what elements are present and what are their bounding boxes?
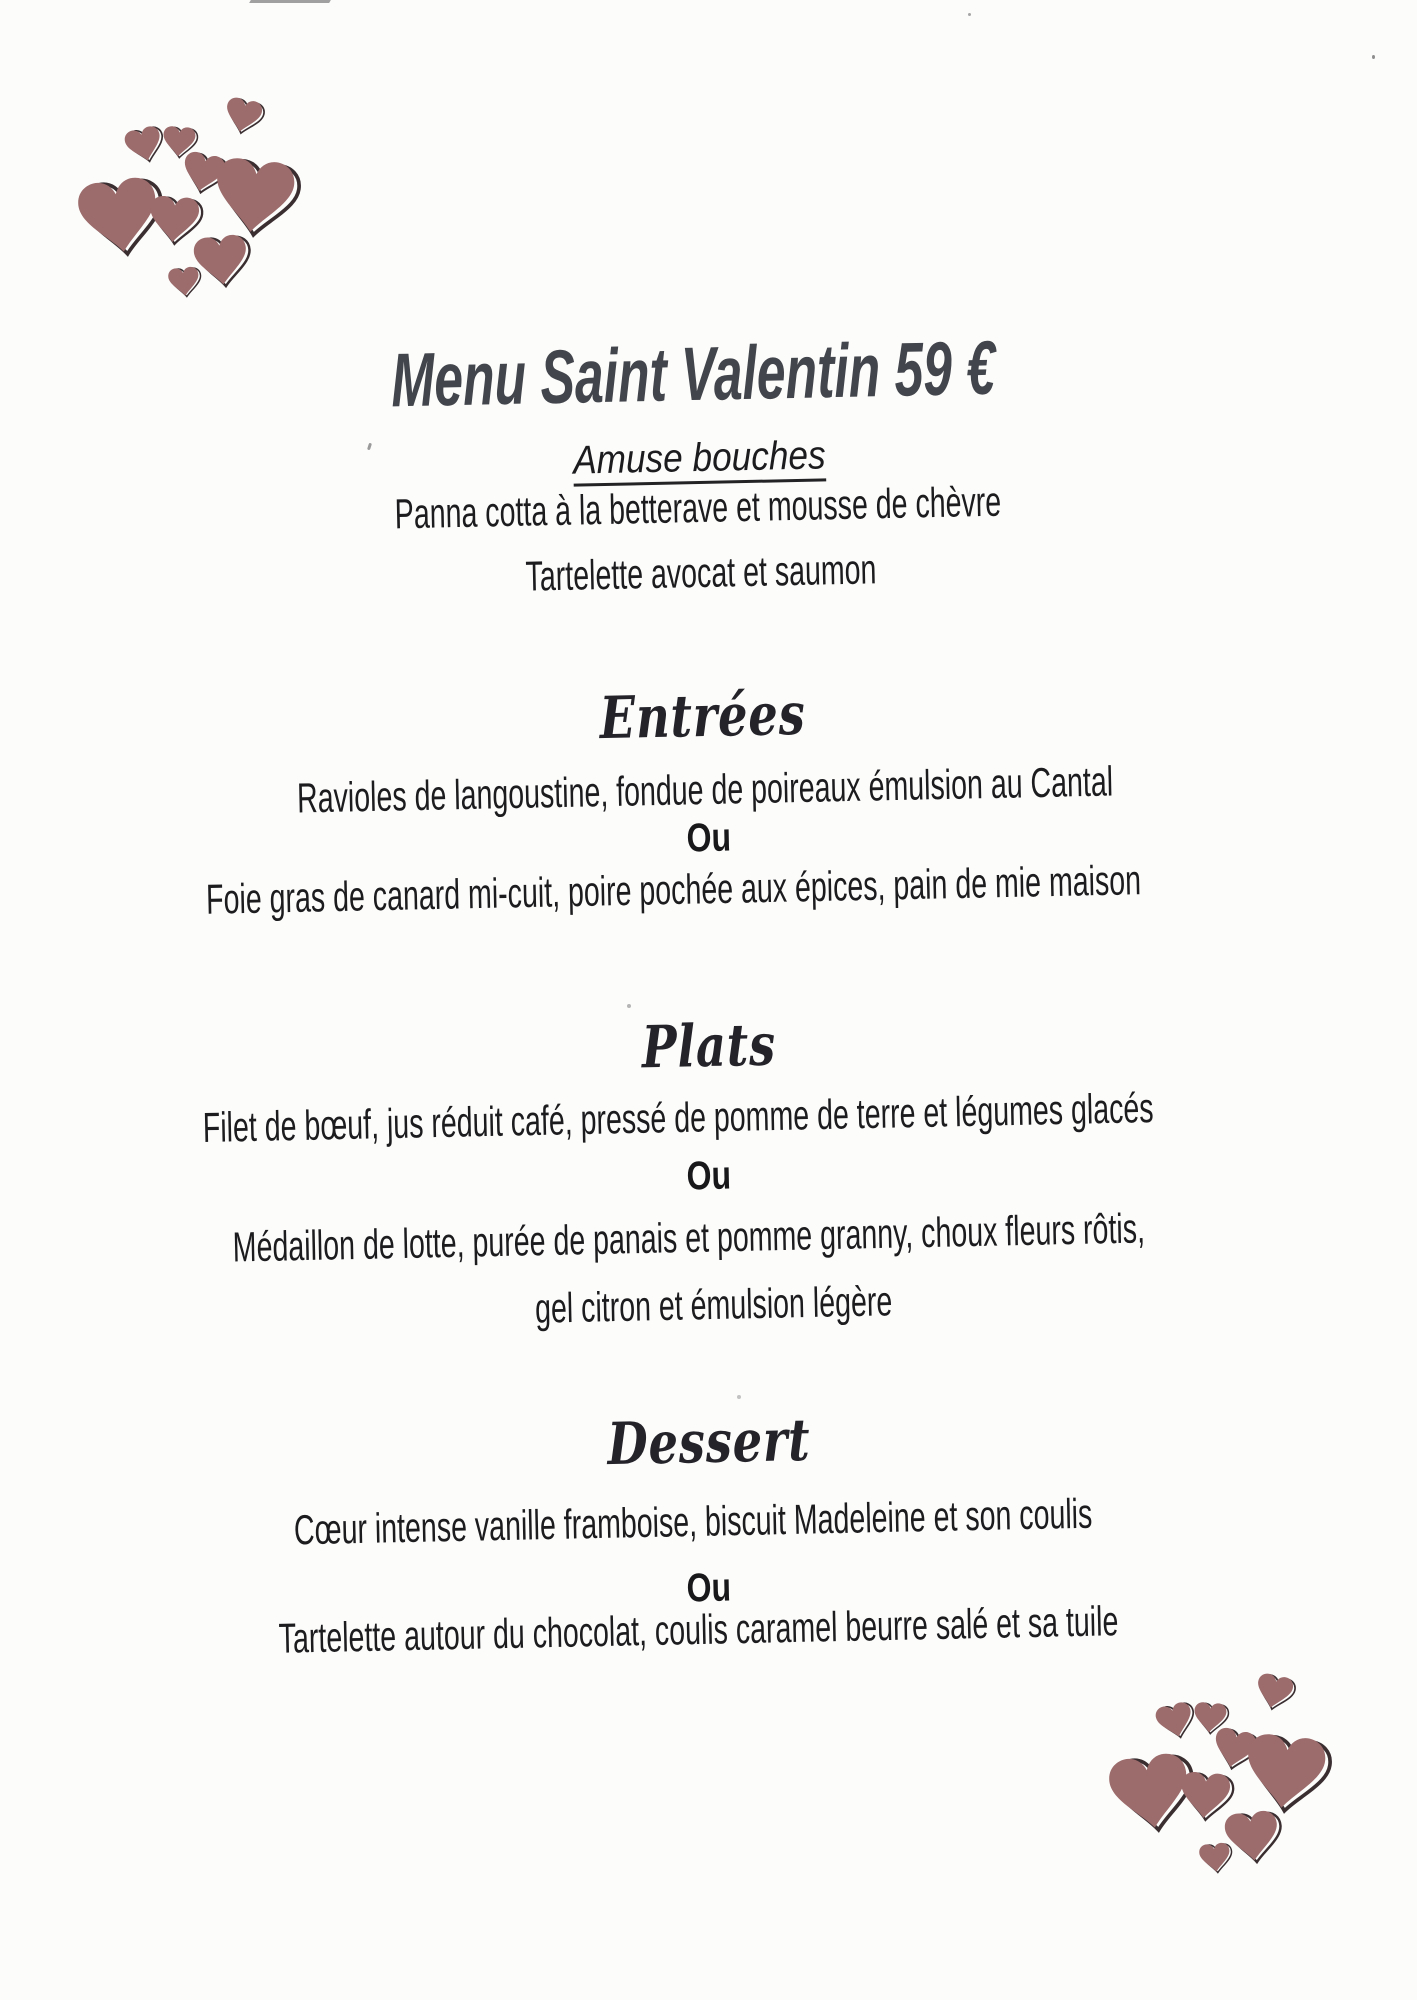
- menu-item-filet-de-boeuf: Filet de bœuf, jus réduit café, pressé de pomme de terre et légumes glacés: [202, 1084, 1155, 1151]
- scan-artifact-speck: [1372, 55, 1375, 59]
- scan-artifact-speck: [627, 1004, 631, 1008]
- or-separator-plats: Ou: [685, 1153, 732, 1199]
- scan-artifact-top-edge: [249, 0, 331, 3]
- plats-heading: Plats: [640, 1010, 777, 1082]
- menu-item-tartelette-chocolat: Tartelette autour du chocolat, coulis caramel beurre salé et sa tuile: [278, 1597, 1119, 1662]
- or-separator-dessert: Ou: [685, 1565, 732, 1611]
- menu-item-panna-cotta: Panna cotta à la betterave et mousse de chèvre: [393, 477, 1002, 538]
- hearts-decoration-bottom-right: [1094, 1646, 1339, 1881]
- or-separator-entrees: Ou: [685, 815, 732, 861]
- amuse-bouches-heading: Amuse bouches: [0, 423, 1408, 499]
- scan-artifact-speck: [737, 1395, 741, 1399]
- menu-item-coeur-intense: Cœur intense vanille framboise, biscuit Madeleine et son coulis: [293, 1489, 1094, 1554]
- menu-item-foie-gras: Foie gras de canard mi-cuit, poire pochée aux épices, pain de mie maison: [205, 856, 1142, 923]
- dessert-heading: Dessert: [606, 1405, 811, 1479]
- scan-artifact-speck: [968, 13, 971, 16]
- menu-item-medaillon-lotte-line2: gel citron et émulsion légère: [534, 1277, 893, 1332]
- entrees-heading: Entrées: [598, 679, 807, 753]
- hearts-decoration-top-left: [63, 70, 308, 305]
- menu-title: [0, 322, 1403, 428]
- menu-item-tartelette-avocat: Tartelette avocat et saumon: [524, 545, 877, 600]
- menu-item-medaillon-lotte: Médaillon de lotte, purée de panais et pomme granny, choux fleurs rôtis,: [231, 1204, 1146, 1271]
- menu-item-ravioles: Ravioles de langoustine, fondue de poireaux émulsion au Cantal: [297, 757, 1114, 822]
- menu-title-text: Menu Saint Valentin 59 €: [390, 325, 997, 424]
